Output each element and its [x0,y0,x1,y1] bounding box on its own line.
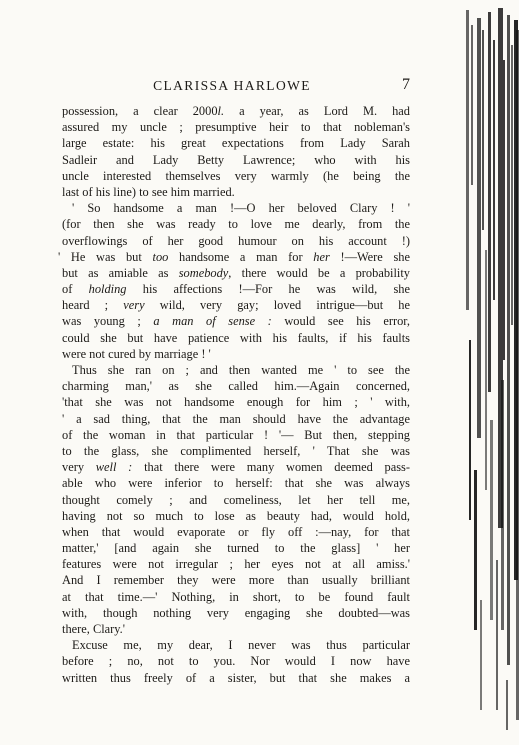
text-run: (for then she was ready to love me dearly, from the [62,217,410,232]
text-run: would see his error, [271,314,410,329]
text-line [62,346,410,362]
text-run: last of his line) to see him married. [62,184,235,199]
text-run: could she but have patience with his faults, if his faults [62,330,410,345]
text-run: charming man,' as she called him.—Again concerned, [62,379,410,394]
text-line [62,621,410,637]
text-line [62,637,410,653]
text-line [62,362,410,378]
scan-streak [493,40,495,300]
text-run: overflowings of her good humour on his account !) [62,233,410,248]
text-line [62,135,410,151]
scan-streak [488,12,491,392]
scan-streak [471,25,473,185]
text-line [62,443,410,459]
text-line [62,119,410,135]
text-run: uncle interested themselves very warmly (he being the [62,168,410,183]
italic-text: very [123,298,145,313]
italic-text: a man of sense : [153,314,272,329]
text-run: features were not irregular ; her eyes not at all amiss.' [62,557,410,572]
text-run: when that would evaporate or fly off :—nay, for that [62,524,410,539]
text-run: a year, as Lord M. had [224,104,411,118]
scan-streak [466,10,469,310]
running-head [54,78,410,100]
text-line [62,297,410,313]
text-run: possession, a clear 2000 [62,104,218,118]
text-line [62,508,410,524]
text-run: of [62,282,89,297]
scan-streak [477,18,481,438]
scan-streak [506,680,508,730]
text-line [62,492,410,508]
text-run: having not so much to lose as beauty had, would hold, [62,508,410,523]
text-line [62,427,410,443]
page-number: 7 [402,76,410,93]
text-run: wild, very gay; loved intrigue—but he [144,298,410,313]
text-run: were not cured by marriage ! ' [62,346,211,361]
text-line [62,605,410,621]
italic-text: l. [217,104,225,118]
text-line [58,249,410,265]
text-run: before ; no, not to you. Nor would I now have [62,654,410,669]
text-line [62,524,410,540]
text-run: !—Were she [329,249,410,264]
text-line [62,233,410,249]
text-run: ' a sad thing, that the man should have the advantage [62,411,410,426]
italic-text: somebody [178,265,229,280]
text-run: that there were many women deemed pass- [132,460,410,475]
scan-streak [485,250,487,490]
scan-streak [474,470,477,630]
italic-text: her [313,249,330,264]
text-line [62,378,410,394]
scan-streak [480,600,482,710]
text-line [62,459,410,475]
text-run: with, though nothing very engaging she doubted—was [62,605,410,620]
text-run: written thus freely of a sister, but that she makes a [62,670,410,685]
text-line [62,330,410,346]
text-run: , there would be a probability [228,265,410,280]
italic-text: holding [88,282,127,297]
scan-streak [507,15,510,665]
text-line [62,103,410,119]
text-line [62,572,410,588]
italic-text: too [152,249,169,264]
text-run: matter,' [and again she turned to the glass] ' her [62,541,410,556]
text-line [62,556,410,572]
scan-streak [496,560,498,710]
text-run: Sadleir and Lady Betty Lawrence; who with his [62,152,410,167]
text-run: at that time.—' Nothing, in short, to be found fault [62,589,410,604]
text-run: able who were inferior to herself: that she was always [62,476,410,491]
text-run: handsome a man for [168,249,314,264]
text-run: And I remember they were more than usually brilliant [62,573,410,588]
text-line [62,152,410,168]
text-run: very [62,460,96,475]
scan-streak [503,60,505,360]
scan-streak [501,380,504,630]
text-line [62,394,410,410]
text-line [62,589,410,605]
text-run: thought comely ; and comeliness, let her tell me, [62,492,410,507]
text-line [62,670,410,686]
scan-streak [511,45,513,325]
scan-edge-artifact [430,0,519,745]
scan-streak [482,30,484,230]
text-run: of the woman in that particular ! '— But then, stepping [62,427,410,442]
text-line [62,411,410,427]
text-run: but as amiable as [62,265,179,280]
text-run: to the glass, she complimented herself, ' That she was [62,443,410,458]
text-line [62,200,410,216]
running-title: CLARISSA HARLOWE [153,78,311,93]
italic-text: well : [95,460,133,475]
text-line [62,653,410,669]
text-run: heard ; [62,298,124,313]
scan-streak [490,420,493,620]
text-line [62,475,410,491]
text-run: assured my uncle ; presumptive heir to that nobleman's [62,120,410,135]
text-run: was young ; [62,314,154,329]
text-run: Excuse me, my dear, I never was thus particular [72,638,410,653]
scan-streak [469,340,471,520]
text-run: his affections !—For he was wild, she [126,282,410,297]
body-text [58,103,411,686]
text-run: Thus she ran on ; and then wanted me ' to see the [72,363,410,377]
text-run: there, Clary.' [62,622,126,636]
text-line [62,216,410,232]
text-line [62,265,410,281]
text-line [62,184,410,200]
text-line [62,168,410,184]
text-run: ' So handsome a man !—O her beloved Clary ! ' [72,201,410,216]
text-run: ' He was but [58,249,153,264]
text-run: large estate: his great expectations from Lady Sarah [62,136,410,151]
text-line [62,313,410,329]
text-line [62,281,410,297]
text-run: 'that she was not handsome enough for him ; ' with, [62,395,410,410]
text-line [62,540,410,556]
